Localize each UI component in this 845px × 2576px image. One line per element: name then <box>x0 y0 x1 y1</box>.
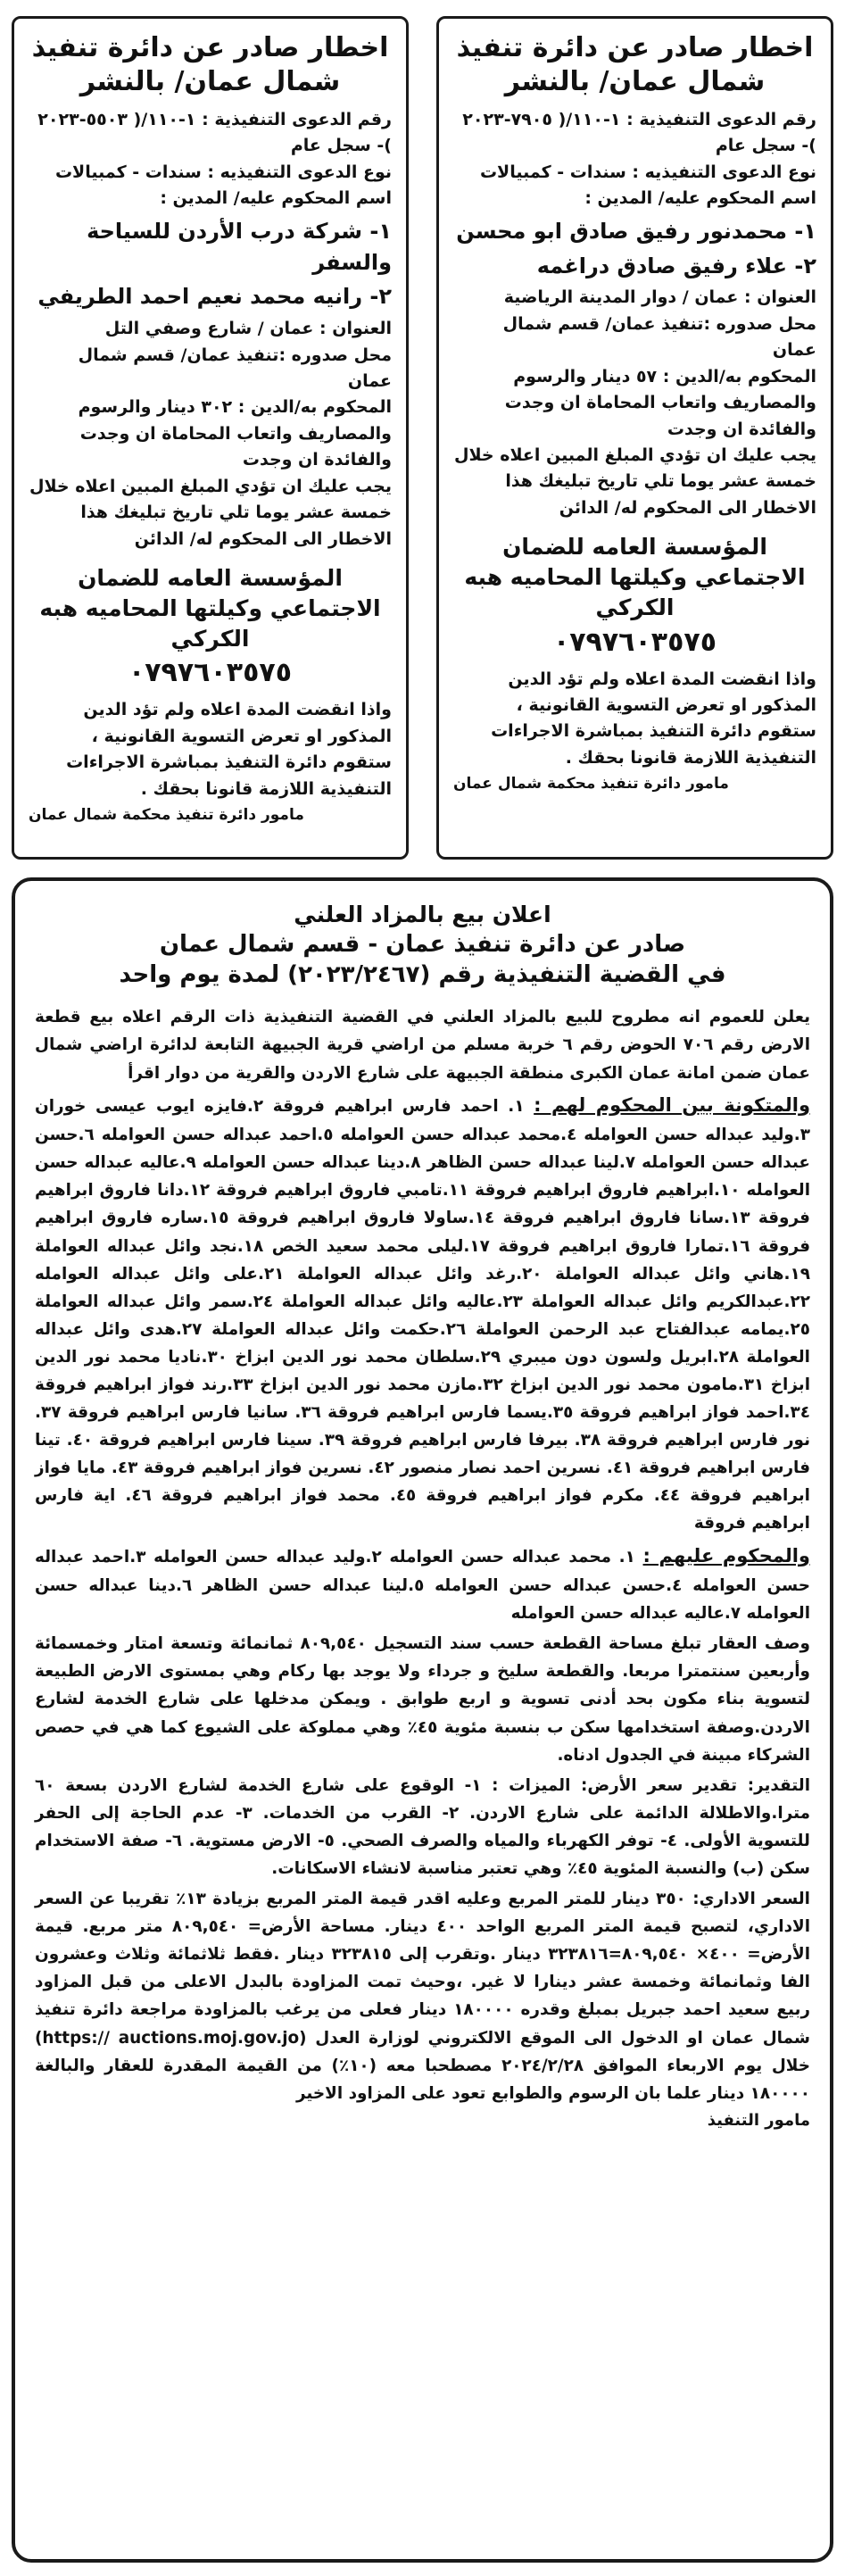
case-number: رقم الدعوى التنفيذية : ١-١١٠/( ٥٥٠٣-٢٠٢٣ )- سجل عام <box>37 110 392 156</box>
notice-left <box>12 16 409 860</box>
debtor-name: ١- شركة درب الأردن للسياحة والسفر <box>87 218 392 275</box>
notice-right <box>436 16 833 860</box>
notice-footer: واذا انقضت المدة اعلاه ولم تؤد الدين المذكور او تعرض التسوية القانونية ، ستقوم دائرة التنفيذ بمباشرة الاجراءات التنفيذية اللازمة قانونا بحقك . <box>66 700 392 799</box>
notice-footer: واذا انقضت المدة اعلاه ولم تؤد الدين المذكور او تعرض التسوية القانونية ، ستقوم دائرة التنفيذ بمباشرة الاجراءات التنفيذية اللازمة قانونا بحقك . <box>491 669 816 768</box>
defendants-label: والمحكوم عليهم : <box>642 1544 810 1566</box>
notice-title: اخطار صادر عن دائرة تنفيذ شمال عمان/ بالنشر <box>31 32 389 97</box>
price-and-bidding: السعر الاداري: ٣٥٠ دينار للمتر المربع وعليه اقدر قيمة المتر المربع بزيادة ١٣٪ تقريبا عن السعر الاداري، لتصبح قيمة المتر المربع الواحد ٤٠٠ دينار. مساحة الأرض= ٨٠٩,٥٤٠ متر مربع. قيمة الأرض= ٤٠٠× ٨٠٩,٥٤٠=٣٢٣٨١٦ دينار .وتقرب إلى ٣٢٣٨١٥ دينار .فقط ثلاثمائة وثلاث وعشرون الفا وثمانمائة وخمسة عشر دينارا لا غير. ،وحيث تمت المزاودة بالبدل الاعلى من قبل المزاود ربيع سعيد احمد جبريل بمبلغ وقدره ١٨٠٠٠٠ دينار فعلى من يرغب بالمزاودة مراجعة دائرة تنفيذ شمال عمان او الدخول الى الموقع الالكتروني لوزارة العدل (https:// auctions.moj.gov.jo) خلال يوم الاربعاء الموافق ٢٠٢٤/٢/٢٨ مصطحبا معه (١٠٪) من القيمة المقدرة للعقار والبالغة ١٨٠٠٠٠ دينار علما بان الرسوم والطوابع تعود على المزاود الاخير <box>35 1890 811 2103</box>
plaintiffs-paragraph <box>35 1090 810 1538</box>
payment-notice: يجب عليك ان تؤدي المبلغ المبين اعلاه خلال خمسة عشر يوما تلي تاريخ تبليغك هذا الاخطار الى المحكوم له/ الدائن <box>454 445 816 518</box>
judgment-amount: المحكوم به/الدين : ٥٧ دينار والرسوم والمصاريف واتعاب المحاماة ان وجدت والفائدة ان وجدت <box>504 366 816 439</box>
payment-notice: يجب عليك ان تؤدي المبلغ المبين اعلاه خلال خمسة عشر يوما تلي تاريخ تبليغك هذا الاخطار الى المحكوم له/ الدائن <box>29 476 392 549</box>
auction-intro: يعلن للعموم انه مطروح للبيع بالمزاد العلني في القضية التنفيذية ذات الرقم اعلاه بيع قطعة الارض رقم ٧٠٦ الحوض رقم ٦ خربة مسلم من اراضي قرية الجبيهة التابعة لدائرة اراضي شمال عمان ضمن امانة عمان الكبرى منطقة الجبيهة على شارع الاردن والقرية من دوار اقرأ <box>35 1008 810 1083</box>
signature: مامور دائرة تنفيذ محكمة شمال عمان <box>29 806 304 825</box>
defendants-paragraph <box>35 1541 810 1628</box>
debtor-name: ٢- علاء رفيق صادق دراغمه <box>536 253 816 278</box>
debtor-label: اسم المحكوم عليه/ المدين : <box>160 188 392 209</box>
debtor-name: ١- محمدنور رفيق صادق ابو محسن <box>456 218 816 244</box>
issued-at: محل صدوره :تنفيذ عمان/ قسم شمال عمان <box>78 345 392 392</box>
judgment-amount: المحكوم به/الدين : ٣٠٢ دينار والرسوم والمصاريف واتعاب المحاماة ان وجدت والفائدة ان وجدت <box>78 397 392 470</box>
notice-title: اخطار صادر عن دائرة تنفيذ شمال عمان/ بالنشر <box>456 32 814 97</box>
auction-announcement <box>12 877 833 2563</box>
property-description: وصف العقار تبلغ مساحة القطعة حسب سند التسجيل ٨٠٩,٥٤٠ ثمانمائة وتسعة امتار وخمسمائة وأربعين سنتمترا مربعا. والقطعة سليخ و جرداء ولا يوجد بها ركام وهي بمستوى الارض الطبيعة لتسوية بناء مكون بحد أدنى تسوية و اربع طوابق . ويمكن مدخلها على شارع الخدمة لشارع الاردن.وصفة استخدامها سكن ب بنسبة مئوية ٤٥٪ وهي مملوكة على الشيوع كما هي في حصص الشركاء مبينة في الجدول ادناه. <box>35 1634 810 1765</box>
defendants-list: ١. محمد عبداله حسن العوامله ٢.وليد عبداله حسن العوامله ٣.احمد عبداله حسن العوامله ٤.حسن عبداله حسن العوامله ٥.لينا عبداله حسن الظاهر ٦.دينا عبداله حسن العوامله ٧.عاليه عبداله حسن العوامله <box>35 1547 810 1624</box>
creditor-org: المؤسسة العامه للضمان الاجتماعي وكيلتها المحاميه هبه الكركي <box>464 534 806 620</box>
case-type: نوع الدعوى التنفيذيه : سندات - كمبيالات <box>54 162 392 182</box>
address: العنوان : عمان / شارع وصفي التل <box>104 319 392 339</box>
phone-number: ٠٧٩٧٦٠٣٥٧٥ <box>552 626 717 658</box>
address: العنوان : عمان / دوار المدينة الرياضية <box>503 287 816 308</box>
case-type: نوع الدعوى التنفيذيه : سندات - كمبيالات <box>479 162 816 182</box>
auction-title: اعلان بيع بالمزاد العلني <box>294 902 551 927</box>
issued-at: محل صدوره :تنفيذ عمان/ قسم شمال عمان <box>502 313 816 361</box>
debtor-name: ٢- رانيه محمد نعيم احمد الطريفي <box>37 284 392 310</box>
auction-case-number: في القضية التنفيذية رقم (٢٠٢٣/٢٤٦٧) لمدة يوم واحد <box>119 961 726 989</box>
creditor-org: المؤسسة العامه للضمان الاجتماعي وكيلتها المحاميه هبه الكركي <box>39 565 381 652</box>
property-valuation: التقدير: تقدير سعر الأرض: الميزات : ١- الوقوع على شارع الخدمة لشارع الاردن بسعة ٦٠ مترا.والاطلالة الدائمة على شارع الاردن. ٢- القرب من الخدمات. ٣- عدم الحاجة إلى الحفر للتسوية الأولى. ٤- توفر الكهرباء والمياه والصرف الصحي. ٥- الارض مستوية. ٦- صفة الاستخدام سكن (ب) والنسبة المئوية ٤٥٪ وهي تعتبر مناسبة لانشاء الاسكانات. <box>35 1775 810 1878</box>
signature: مامور دائرة تنفيذ محكمة شمال عمان <box>453 775 729 794</box>
auction-subtitle: صادر عن دائرة تنفيذ عمان - قسم شمال عمان <box>159 930 686 958</box>
plaintiffs-label: والمتكونة بين المحكوم لهم : <box>534 1093 811 1116</box>
executor-signature: مامور التنفيذ <box>707 2110 810 2130</box>
case-number: رقم الدعوى التنفيذية : ١-١١٠/( ٧٩٠٥-٢٠٢٣ )- سجل عام <box>462 110 816 156</box>
phone-number: ٠٧٩٧٦٠٣٥٧٥ <box>128 657 293 689</box>
plaintiffs-list: ١. احمد فارس ابراهيم فروقة ٢.فايزه ايوب عيسى خوران ٣.وليد عبداله حسن العوامله ٤.محمد عبداله حسن العوامله ٥.احمد عبداله حسن العوامله ٦.حسن عبداله حسن العوامله ٧.لينا عبداله حسن الظاهر ٨.دينا عبداله حسن العوامله ٩.عاليه عبداله حسن العوامله ١٠.ابراهيم فاروق ابراهيم فروقة ١١.تامبي فاروق ابراهيم فروقة ١٢.دانا فاروق ابراهيم فروقة ١٣.سانا فاروق ابراهيم فروقة ١٤.ساولا فاروق ابراهيم فروقة ١٥.ساره فاروق ابراهيم فروقة ١٦.تمارا فاروق ابراهيم فروقة ١٧.ليلى محمد سعيد الخص ١٨.نجد وائل عبداله العواملة ١٩.هاني وائل عبداله العواملة ٢٠.رغد وائل عبداله العواملة ٢١.على وائل عبداله العوامله ٢٢.عبدالكريم وائل عبداله العواملة ٢٣.عاليه وائل عبداله العواملة ٢٤.سمر وائل عبداله العواملة ٢٥.يمامه عبدالفتاح عبد الرحمن العواملة ٢٦.حكمت وائل عبداله العواملة ٢٧.هدى وائل عبداله العواملة ٢٨.ابريل ولسون دون ميبري ٢٩.سلطان محمد نور الدين ابزاخ ٣٠.ناديا محمد نور الدين ابزاخ ٣١.مامون محمد نور الدين ابزاخ ٣٢.مازن محمد نور الدين ابزاخ ٣٣.رند فواز ابراهيم فروقة ٣٤.احمد فواز ابراهيم فروقة ٣٥.يسما فارس ابراهيم فروقة ٣٦. سانيا فارس ابراهيم فروقة ٣٧. نور فارس ابراهيم فروقة ٣٨. بيرفا فارس ابراهيم فروقة ٣٩. سينا فارس ابراهيم فروقة ٤٠. تينا فارس ابراهيم فروقة ٤١. نسرين احمد نصار منصور ٤٢. نسرين فواز ابراهيم فروقة ٤٣. مايا فواز ابراهيم فروقة ٤٤. مكرم فواز ابراهيم فروقة ٤٥. محمد فواز ابراهيم فروقة ٤٦. اية فارس ابراهيم فروقة <box>35 1096 811 1533</box>
debtor-label: اسم المحكوم عليه/ المدين : <box>584 188 816 209</box>
